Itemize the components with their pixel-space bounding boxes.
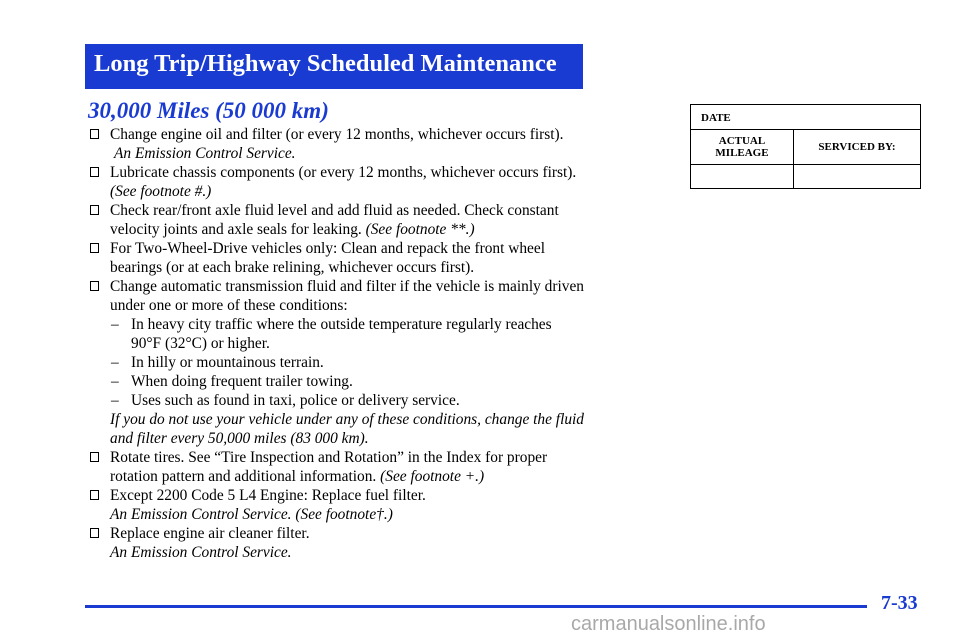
checkbox-icon (90, 205, 99, 215)
item-text: For Two-Wheel-Drive vehicles only: Clean and repack the front wheel (110, 240, 545, 257)
checkbox-icon (90, 281, 99, 291)
condition-item (89, 315, 674, 353)
actual-label: ACTUAL (718, 135, 766, 147)
checkbox-icon (90, 167, 99, 177)
item-text: Replace engine air cleaner filter. (110, 525, 310, 542)
list-item (89, 125, 674, 163)
item-text: bearings (or at each brake relining, whichever occurs first). (110, 259, 475, 276)
service-record-table (690, 104, 921, 189)
item-text: rotation pattern and additional information. (110, 468, 377, 485)
condition-item (89, 353, 674, 372)
item-text: Change engine oil and filter (or every 12 months, whichever occurs first). (110, 126, 564, 143)
item-text: velocity joints and axle seals for leaking. (110, 221, 362, 238)
checkbox-icon (90, 452, 99, 462)
dash-bullet: – (111, 316, 119, 333)
mileage-entry-cell (691, 165, 794, 188)
watermark-text: carmanualsonline.info (571, 613, 766, 635)
checkbox-icon (90, 490, 99, 500)
mileage-label: MILEAGE (715, 147, 769, 159)
note-text: If you do not use your vehicle under any of these conditions, change the fluid (110, 411, 585, 428)
page-number: 7-33 (881, 592, 918, 614)
dash-bullet: – (111, 392, 119, 409)
item-text: Except 2200 Code 5 L4 Engine: Replace fuel filter. (110, 487, 426, 504)
item-text: Check rear/front axle fluid level and add fluid as needed. Check constant (110, 202, 559, 219)
maintenance-list (89, 125, 674, 562)
section-title: 30,000 Miles (50 000 km) (88, 98, 329, 123)
item-text: Rotate tires. See “Tire Inspection and Rotation” in the Index for proper (110, 449, 548, 466)
list-item (89, 277, 674, 315)
list-item (89, 524, 674, 562)
item-note: (See footnote **.) (365, 221, 475, 238)
condition-text: In hilly or mountainous terrain. (131, 354, 324, 371)
fluid-note (89, 410, 674, 448)
dash-bullet: – (111, 373, 119, 390)
condition-text: 90°F (32°C) or higher. (131, 335, 270, 352)
item-note: An Emission Control Service. (114, 145, 296, 162)
serviced-by-header: SERVICED BY: (818, 141, 896, 153)
item-text: Change automatic transmission fluid and filter if the vehicle is mainly driven (110, 278, 584, 295)
condition-item (89, 391, 674, 410)
checkbox-icon (90, 243, 99, 253)
condition-text: When doing frequent trailer towing. (131, 373, 353, 390)
list-item (89, 486, 674, 524)
actual-mileage-header (691, 130, 794, 164)
checkbox-icon (90, 129, 99, 139)
item-note: (See footnote +.) (380, 468, 485, 485)
condition-text: In heavy city traffic where the outside temperature regularly reaches (131, 316, 552, 333)
list-item (89, 239, 674, 277)
condition-text: Uses such as found in taxi, police or delivery service. (131, 392, 460, 409)
footer-rule (85, 605, 867, 608)
item-text: Lubricate chassis components (or every 12 months, whichever occurs first). (110, 164, 577, 181)
page-header-title: Long Trip/Highway Scheduled Maintenance (94, 50, 557, 77)
header-row (691, 130, 920, 165)
dash-bullet: – (111, 354, 119, 371)
condition-item (89, 372, 674, 391)
list-item (89, 163, 674, 201)
date-row (691, 105, 920, 130)
item-note: (See footnote #.) (110, 183, 212, 200)
checkbox-icon (90, 528, 99, 538)
item-note: An Emission Control Service. (110, 544, 292, 561)
list-item (89, 201, 674, 239)
entry-row (691, 165, 920, 188)
item-note: An Emission Control Service. (See footnote†.) (110, 506, 393, 523)
item-text: under one or more of these conditions: (110, 297, 348, 314)
note-text: and filter every 50,000 miles (83 000 km). (110, 430, 369, 447)
date-label: DATE (701, 112, 731, 124)
list-item (89, 448, 674, 486)
